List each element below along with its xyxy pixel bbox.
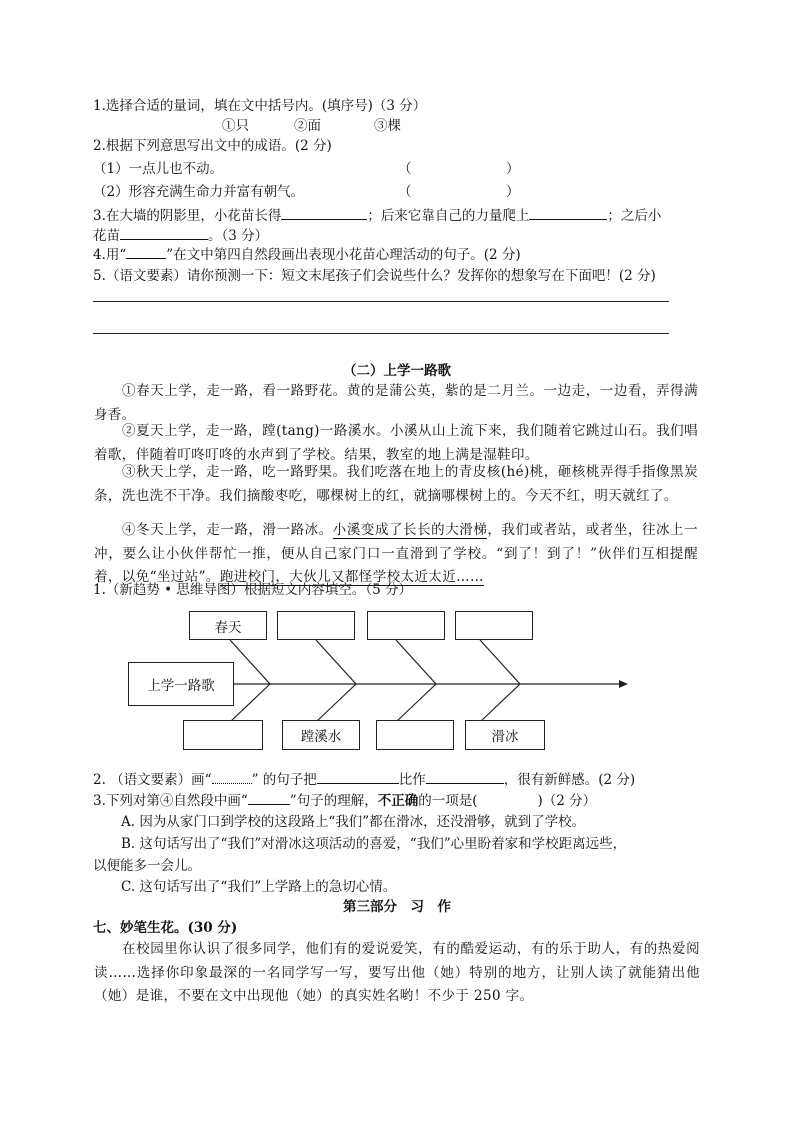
q-b3-part-4: )（2 分） <box>537 793 597 809</box>
mindmap-top-box-4[interactable] <box>455 611 533 640</box>
q1-option-1: ①只 <box>222 118 249 134</box>
q1-text: 1.选择合适的量词，填在文中括号内。(填序号)（3 分） <box>93 98 427 114</box>
q-b2-part-1: 2. （语文要素）画“ <box>93 772 212 788</box>
q-b3-marker <box>248 790 290 805</box>
q-b2-marker <box>212 769 252 784</box>
q-b3-option-a: A. 因为从家门口到学校的这段路上“我们”都在滑冰，还没滑够，就到了学校。 <box>121 814 586 830</box>
q1-option-2: ②面 <box>294 118 321 134</box>
q2-paren-close-2: ） <box>506 184 520 200</box>
passage-p4-a: ④冬天上学，走一路，滑一路冰。 <box>122 522 333 538</box>
passage-title: （二）上学一路歌 <box>343 363 451 379</box>
fishbone-arrowhead <box>619 680 628 688</box>
q-b2-part-4: ，很有新鲜感。(2 分) <box>503 772 636 788</box>
passage-p4-underlined-2: 跑进校门，大伙儿又都怪学校太近太近…… <box>219 569 484 585</box>
mindmap-top-box-1: 春天 <box>189 611 267 640</box>
q5-text: 5.（语文要素）请你预测一下：短文末尾孩子们会说些什么？发挥你的想象写在下面吧！(2 分) <box>93 268 656 284</box>
mindmap-bottom-box-4: 滑冰 <box>465 720 545 750</box>
passage-paragraph-3: ③秋天上学，走一路，吃一路野果。我们吃落在地上的青皮核(hé)桃，砸核桃弄得手指像黑炭条，洗也洗不干净。我们摘酸枣吃，哪棵树上的红，就摘哪棵树上的。今天不红，明天就红了。 <box>94 464 698 504</box>
q2-paren-open-1: （ <box>398 161 412 177</box>
q2-paren-open-2: （ <box>398 184 412 200</box>
q-b3-emphasis: 不正确 <box>377 793 419 809</box>
q4-part-1: 4.用“ <box>93 247 127 263</box>
q-b2-blank-2[interactable] <box>426 769 504 784</box>
q-b2-part-3: 比作 <box>398 772 426 788</box>
part3-heading: 第三部分 习 作 <box>343 899 451 915</box>
q-b3-part-1: 3.下列对第④自然段中画“ <box>93 793 248 809</box>
q-b3-text <box>93 790 596 811</box>
fishbone-bone-1 <box>230 640 270 722</box>
mindmap-root: 上学一路歌 <box>128 662 234 706</box>
q3-part-1: 3.在大墙的阴影里，小花苗长得 <box>93 208 282 224</box>
q2-text: 2.根据下列意思写出文中的成语。(2 分) <box>93 138 332 154</box>
q7-title: 七、妙笔生花。(30 分) <box>93 920 238 936</box>
passage-p4-underlined-1: 小溪变成了长长的大滑梯 <box>332 522 488 538</box>
q-b3-option-b-line-2: 以便能多一会儿。 <box>93 858 201 874</box>
q4-part-2: ”在文中第四自然段画出表现小花苗心理活动的句子。(2 分) <box>166 247 521 263</box>
q2-item-1: （1）一点儿也不动。 <box>93 161 224 177</box>
mindmap-top-box-2[interactable] <box>277 611 355 640</box>
fishbone-bone-3 <box>396 640 436 722</box>
q7-body: 在校园里你认识了很多同学，他们有的爱说爱笑，有的酷爱运动，有的乐于助人，有的热爱阅读……选择你印象最深的一名同学写一写，要写出他（她）特别的地方，让别人读了就能猜出他（她）是谁，不要在文中出现他（她）的真实姓名哟！不少于 250 字。 <box>94 941 700 1004</box>
passage-paragraph-1: ①春天上学，走一路，看一路野花。黄的是蒲公英，紫的是二月兰。一边走，一边看，弄得满身香。 <box>94 383 698 423</box>
q-b3-option-b-line-1: B. 这句话写出了“我们”对滑冰这项活动的喜爱，“我们”心里盼着家和学校距离远些， <box>121 836 627 852</box>
q-b3-part-2: ”句子的理解， <box>289 793 378 809</box>
q-b3-part-3: 的一项是( <box>418 793 478 809</box>
q-b2-part-2: ” 的句子把 <box>251 772 317 788</box>
q3-part-4: 花苗 <box>93 228 120 244</box>
q3-part-2: ；后来它靠自己的力量爬上 <box>367 208 530 224</box>
mindmap-bottom-box-3[interactable] <box>376 720 454 750</box>
q2-paren-close-1: ） <box>506 161 520 177</box>
passage-paragraph-2: ②夏天上学，走一路，蹚(tang)一路溪水。小溪从山上流下来，我们随着它跳过山石。我们唱着歌，伴随着叮咚叮咚的水声到了学校。结果，教室的地上满是湿鞋印。 <box>94 423 698 463</box>
mindmap-bottom-box-2: 蹚溪水 <box>282 720 360 750</box>
q3-part-5: 。（3 分） <box>208 228 269 244</box>
q2-item-2: （2）形容充满生命力并富有朝气。 <box>93 184 305 200</box>
mindmap-question: 1.（新趋势 • 思维导图）根据短文内容填空。（5 分） <box>93 582 413 598</box>
passage-p4-c: ，我们或者站，或者坐，往冰上一冲，要么让小伙伴帮忙一推，便从自己家门口一直滑到了学校。“到了！到了！”伙伴们互相提醒着，以免“坐过站”。 <box>94 522 699 585</box>
q3-part-3: ；之后小 <box>607 208 662 224</box>
fishbone-bone-4 <box>480 640 520 722</box>
q-b3-option-c: C. 这句话写出了“我们”上学路上的急切心情。 <box>121 879 397 895</box>
mindmap-bottom-box-1[interactable] <box>183 720 263 750</box>
mindmap-top-box-3[interactable] <box>367 611 445 640</box>
q-b2-text <box>93 769 635 790</box>
q-b2-blank-1[interactable] <box>317 769 399 784</box>
fishbone-bone-2 <box>316 640 356 722</box>
q1-option-3: ③棵 <box>374 118 401 134</box>
